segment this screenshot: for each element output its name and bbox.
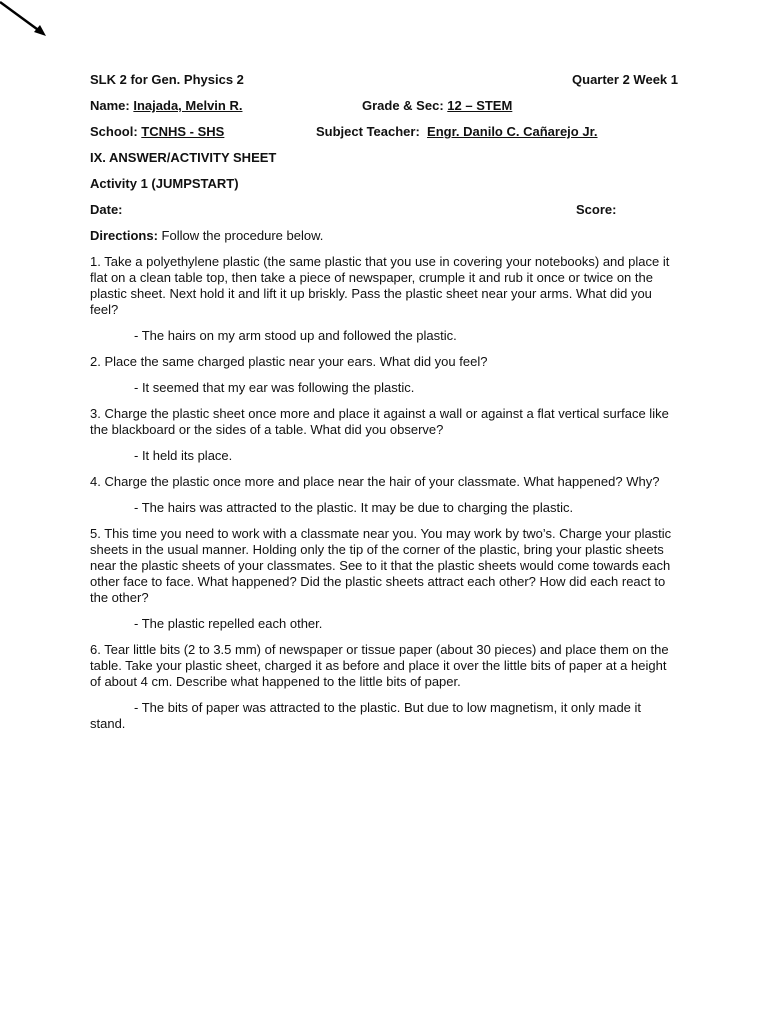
grade-value: 12 – STEM — [447, 98, 513, 113]
question-4: 4. Charge the plastic once more and place near the hair of your classmate. What happened? Why? — [90, 474, 660, 489]
answer-2: - It seemed that my ear was following the plastic. — [134, 380, 415, 395]
answer-4: - The hairs was attracted to the plastic. It may be due to charging the plastic. — [134, 500, 574, 515]
directions-label: Directions: — [90, 228, 158, 243]
activity-title: Activity 1 (JUMPSTART) — [90, 176, 239, 191]
header-school-row — [90, 124, 678, 140]
question-5: 5. This time you need to work with a classmate near you. You may work by two’s. Charge your plastic sheets in the usual manner. Holding only the tip of the corner of the plastic, bring your plastic sheets near the plastic sheets of your classmates. See to it that the plastic sheets would come towards each other face to face. What happened? Did the plastic sheets attract each other? How did each react to the other? — [90, 526, 672, 605]
name-field — [90, 98, 242, 114]
teacher-value: Engr. Danilo C. Cañarejo Jr. — [427, 124, 598, 139]
question-6: 6. Tear little bits (2 to 3.5 mm) of newspaper or tissue paper (about 30 pieces) and place them on the table. Take your plastic sheet, charged it as before and place it over the little bits of paper at a height of about 4 cm. Describe what happened to the little bits of paper. — [90, 642, 669, 689]
name-label: Name: — [90, 98, 130, 113]
teacher-label: Subject Teacher: — [316, 124, 420, 139]
quarter-week: Quarter 2 Week 1 — [572, 72, 678, 87]
corner-arrow-icon — [0, 0, 60, 45]
answer-6: - The bits of paper was attracted to the plastic. But due to low magnetism, it only made it stand. — [90, 700, 642, 731]
teacher-field — [316, 124, 598, 140]
date-score-row — [90, 202, 678, 218]
school-label: School: — [90, 124, 138, 139]
answer-5: - The plastic repelled each other. — [134, 616, 323, 631]
document-title: SLK 2 for Gen. Physics 2 — [90, 72, 244, 87]
question-1: 1. Take a polyethylene plastic (the same plastic that you use in covering your notebooks) and place it flat on a clean table top, then take a piece of newspaper, crumple it and rub it once or twice on the plastic sheet. Next hold it and lift it up briskly. Pass the plastic sheet near your arms. What did you feel? — [90, 254, 670, 317]
answer-3: - It held its place. — [134, 448, 233, 463]
header-title-row — [90, 72, 678, 88]
directions — [90, 228, 678, 244]
question-3: 3. Charge the plastic sheet once more and place it against a wall or against a flat vertical surface like the blackboard or the sides of a table. What did you observe? — [90, 406, 669, 437]
grade-field — [362, 98, 512, 114]
school-value: TCNHS - SHS — [141, 124, 225, 139]
name-value: Inajada, Melvin R. — [133, 98, 243, 113]
section-title: IX. ANSWER/ACTIVITY SHEET — [90, 150, 277, 165]
activity-sheet — [90, 72, 678, 742]
grade-label: Grade & Sec: — [362, 98, 444, 113]
score-label: Score: — [576, 202, 617, 217]
directions-text: Follow the procedure below. — [157, 228, 324, 243]
date-label: Date: — [90, 202, 123, 217]
answer-1: - The hairs on my arm stood up and followed the plastic. — [134, 328, 457, 343]
question-2: 2. Place the same charged plastic near your ears. What did you feel? — [90, 354, 488, 369]
header-name-row — [90, 98, 678, 114]
school-field — [90, 124, 224, 140]
